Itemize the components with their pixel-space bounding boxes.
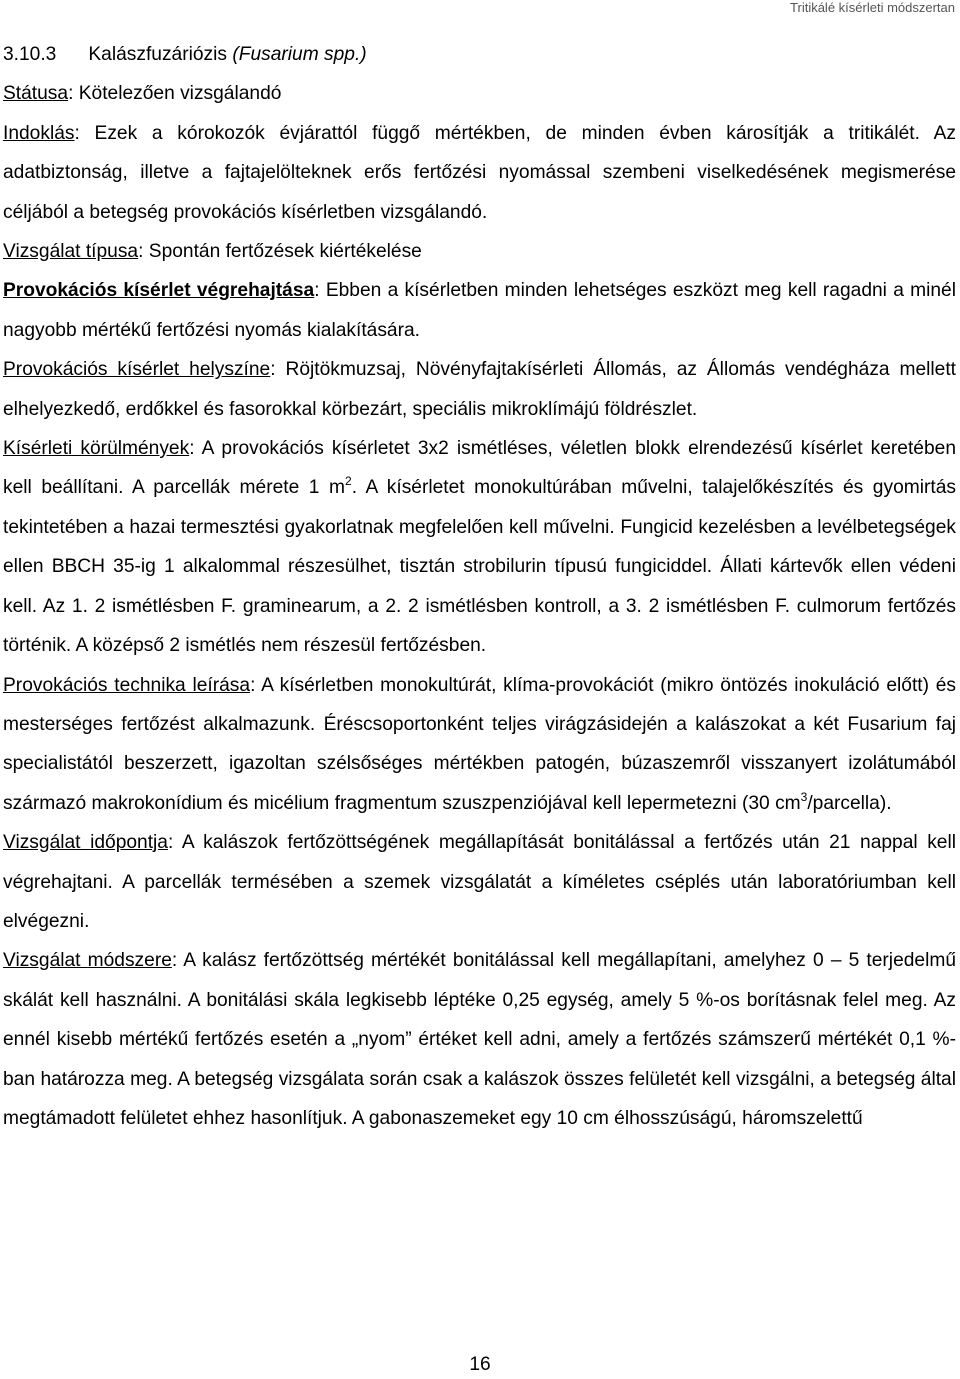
provocation-execution-paragraph: Provokációs kísérlet végrehajtása: Ebben a kísérletben minden lehetséges eszközt meg kell ragadni a minél nagyobb mértékű fertőzési nyomás kialakítására.: [3, 280, 956, 341]
method-label-part2: módszere: [87, 950, 172, 972]
method-label-part1: Vizsgálat: [3, 950, 88, 972]
provocation-location-paragraph: Provokációs kísérlet helyszíne: Röjtökmuzsaj, Növényfajtakísérleti Állomás, az Állomás vendégháza mellett elhelyezkedő, erdőkkel és fasorokkal körbezárt, speciális mikroklímájú földrészlet.: [3, 359, 957, 420]
section-title-latin: (Fusarium spp.): [232, 44, 367, 65]
timing-label-part1: Vizsgálat: [3, 832, 91, 854]
technique-text-a: A kísérletben monokultúrát, klíma-provokációt (mikro öntözés inokuláció előtt) és mesterséges fertőzést alkalmazunk. Éréscsoportonként teljes virágzásidején a kalászokat a két Fusarium faj specialistától beszerzett, igazoltan szélsőséges mértékben patogén, búzaszemről visszanyert izolátumából származó makrokonídium és micélium fragmentum szuszpenziójával kell lepermetezni (30 cm: [3, 674, 957, 814]
justification-label: Indoklás: [3, 122, 75, 144]
study-type-label: Vizsgálat típusa: [3, 241, 139, 263]
technique-label: Provokációs technika leírása: [3, 674, 251, 696]
conditions-paragraph: Kísérleti körülmények: A provokációs kísérletet 3x2 ismétléses, véletlen blokk elrendezésű kísérlet keretében kell beállítani. A parcellák mérete 1 $m^2$. A kísérletet monokultúrában művelni, talajelőkészítés és gyomirtás tekintetében a hazai termesztési gyakorlatnak megfelelően kell művelni. Fungicid kezelésben a levélbetegségek ellen BBCH 35-ig 1 alkalommal részesülhet, tisztán strobilurin típusú fungiciddel. Állati kártevők ellen védeni kell. Az 1. 2 ismétlésben F. graminearum, a 2. 2 ismétlésben kontroll, a 3. 2 ismétlésben F. culmorum fertőzés történik. A középső 2 ismétlés nem részesül fertőzésben.: [3, 438, 956, 657]
timing-text: A kalászok fertőzöttségének megállapítását bonitálással a fertőzés után 21 nappal kell végrehajtani. A parcellák termésében a szemek vizsgálatát a kíméletes cséplés után laboratóriumban kell elvégezni.: [3, 832, 957, 932]
section-heading: [3, 35, 956, 74]
section-title: Kalászfuzáriózis: [88, 44, 227, 65]
conditions-text-b: . A kísérletet monokultúrában művelni, talajelőkészítés és gyomirtás tekintetében a hazai termesztési gyakorlatnak megfelelően kell művelni. Fungicid kezelésben a levélbetegségek ellen BBCH 35-ig 1 alkalommal részesülhet, tisztán strobilurin típusú fungiciddel. Állati kártevők ellen védeni kell. Az 1. 2 ismétlésben F. graminearum, a 2. 2 ismétlésben kontroll, a 3. 2 ismétlésben F. culmorum fertőzés történik. A középső 2 ismétlés nem részesül fertőzésben.: [3, 477, 956, 657]
study-type-paragraph: Vizsgálat típusa: Spontán fertőzések kiértékelése: [3, 241, 422, 263]
status-text: Kötelezően vizsgálandó: [78, 83, 282, 105]
justification-text: Ezek a kórokozók évjárattól függő mértékben, de minden évben károsítják a tritikálét. Az adatbiztonság, illetve a fajtajelölteknek erős fertőzési nyomással szembeni viselkedésének megismerése céljából a betegség provokációs kísérletben vizsgálandó.: [3, 122, 956, 223]
study-type-text: Spontán fertőzések kiértékelése: [148, 241, 422, 263]
running-header: Tritikálé kísérleti módszertan: [790, 0, 955, 15]
status-label: Státusa: [3, 83, 69, 105]
conditions-text-a: A provokációs kísérletet 3x2 ismétléses, véletlen blokk elrendezésű kísérlet keretében kell beállítani. A parcellák mérete 1 m: [3, 438, 956, 499]
method-paragraph: Vizsgálat módszere: A kalász fertőzöttség mértékét bonitálással kell megállapítani, amelyhez 0 – 5 terjedelmű skálát kell használni. A bonitálási skála legkisebb léptéke 0,25 egység, amely 5 %-os borításnak felel meg. Az ennél kisebb mértékű fertőzés esetén a „nyom” értéket kell adni, amely a fertőzés számszerű mértékét 0,1 %-ban határozza meg. A betegség vizsgálata során csak a kalászok összes felületét kell vizsgálni, a betegség által megtámadott felületet ehhez hasonlítjuk. A gabonaszemeket egy 10 cm élhosszúságú, háromszelettű: [3, 950, 957, 1129]
conditions-label: Kísérleti körülmények: [3, 438, 190, 460]
technique-paragraph: Provokációs technika leírása: A kísérletben monokultúrát, klíma-provokációt (mikro öntözés inokuláció előtt) és mesterséges fertőzést alkalmazunk. Éréscsoportonként teljes virágzásidején a kalászokat a két Fusarium faj specialistától beszerzett, igazoltan szélsőséges mértékben patogén, búzaszemről visszanyert izolátumából származó makrokonídium és micélium fragmentum szuszpenziójával kell lepermetezni (30 $cm^3/parcella$).: [3, 674, 957, 814]
method-text: A kalász fertőzöttség mértékét bonitálással kell megállapítani, amelyhez 0 – 5 terjedelmű skálát kell használni. A bonitálási skála legkisebb léptéke 0,25 egység, amely 5 %-os borításnak felel meg. Az ennél kisebb mértékű fertőzés esetén a „nyom” értéket kell adni, amely a fertőzés számszerű mértékét 0,1 %-ban határozza meg. A betegség vizsgálata során csak a kalászok összes felületét kell vizsgálni, a betegség által megtámadott felületet ehhez hasonlítjuk. A gabonaszemeket egy 10 cm élhosszúságú, háromszelettű: [3, 950, 957, 1129]
justification-paragraph: Indoklás: Ezek a kórokozók évjárattól függő mértékben, de minden évben károsítják a tritikálét. Az adatbiztonság, illetve a fajtajelölteknek erős fertőzési nyomással szembeni viselkedésének megismerése céljából a betegség provokációs kísérletben vizsgálandó.: [3, 122, 956, 223]
provocation-location-text: Röjtökmuzsaj, Növényfajtakísérleti Állomás, az Állomás vendégháza mellett elhelyezkedő, erdőkkel és fasorokkal körbezárt, speciális mikroklímájú földrészlet.: [3, 359, 957, 420]
document-body: [3, 35, 956, 1138]
status-paragraph: Státusa: Kötelezően vizsgálandó: [3, 83, 282, 105]
technique-superscript: 3: [800, 789, 808, 804]
timing-paragraph: Vizsgálat időpontja: A kalászok fertőzöttségének megállapítását bonitálással a fertőzés után 21 nappal kell végrehajtani. A parcellák termésében a szemek vizsgálatát a kíméletes cséplés után laboratóriumban kell elvégezni.: [3, 832, 957, 932]
timing-label-part2: időpontja: [90, 832, 168, 854]
technique-text-b: /parcella).: [807, 792, 892, 814]
provocation-execution-text: Ebben a kísérletben minden lehetséges eszközt meg kell ragadni a minél nagyobb mértékű fertőzési nyomás kialakítására.: [3, 280, 956, 341]
page-number: 16: [469, 1354, 491, 1375]
conditions-superscript: 2: [345, 474, 352, 489]
provocation-location-label: Provokációs kísérlet helyszíne: [3, 359, 271, 381]
provocation-execution-label: Provokációs kísérlet végrehajtása: [3, 280, 315, 302]
section-number: 3.10.3: [3, 44, 57, 65]
